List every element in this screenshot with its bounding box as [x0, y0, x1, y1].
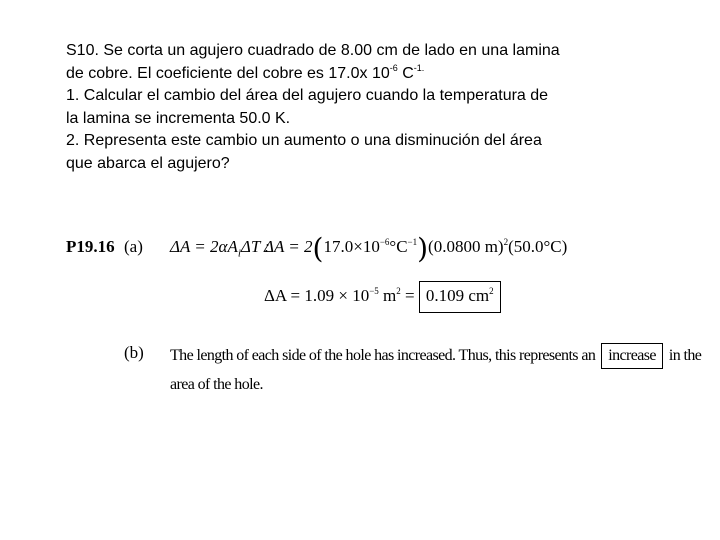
open-paren: (	[312, 232, 324, 265]
part-b-label: (b)	[124, 343, 144, 362]
formula-general: ΔA = 2αA	[170, 237, 238, 256]
square-exp: 2	[503, 237, 509, 247]
length-value: (0.0800 m)	[428, 237, 504, 256]
close-paren: )	[417, 232, 429, 265]
answer-line-1-pre: The length of each side of the hole has increased. Thus, this represents an	[170, 347, 596, 364]
boxed-word: increase	[601, 343, 663, 369]
boxed-result-value: 0.109 cm	[425, 286, 490, 305]
problem-line-2-text: de cobre. El coeficiente del cobre es 17.0x 10	[66, 64, 390, 82]
answer-line-2: area of the hole.	[170, 376, 263, 393]
result-eq: =	[400, 286, 419, 305]
formula-lhs: ΔA = 2	[264, 237, 313, 256]
part-a-label: (a)	[124, 237, 143, 256]
exp-neg6: −6	[379, 237, 390, 247]
problem-line-3: 1. Calcular el cambio del área del agujero cuando la temperatura de	[66, 87, 549, 104]
boxed-result	[419, 281, 501, 313]
times-sign: ×	[353, 237, 363, 256]
exp-neg5: −5	[369, 286, 379, 296]
exponent-neg1: -1.	[413, 62, 425, 73]
problem-line-5: 2. Representa este cambio un aumento o una disminución del área	[66, 132, 542, 149]
answer-line-1	[170, 343, 701, 369]
substituted-formula	[264, 232, 567, 265]
ten-base: 10	[362, 237, 380, 256]
result-unit: m	[378, 286, 397, 305]
coef-value: 17.0	[323, 237, 354, 256]
unit-c: °C	[389, 237, 408, 256]
general-formula	[170, 237, 270, 259]
formula-tail: ΔT :	[240, 237, 270, 256]
problem-line-6: que abarca el agujero?	[66, 154, 230, 172]
unit-celsius: C	[397, 64, 414, 82]
temp-value: (50.0°C)	[508, 237, 568, 256]
result-sq: 2	[396, 286, 401, 296]
formula-sub: i	[237, 247, 241, 260]
exponent-neg6: -6	[389, 62, 398, 73]
problem-line-1: S10. Se corta un agujero cuadrado de 8.00 cm de lado en una lamina	[66, 42, 560, 59]
problem-line-4: la lamina se incrementa 50.0 K.	[66, 109, 291, 127]
result-prefix: ΔA = 1.09 × 10	[264, 286, 370, 305]
boxed-result-sq: 2	[489, 286, 494, 296]
result-line	[264, 281, 501, 313]
solution-label: P19.16	[66, 237, 115, 256]
answer-line-1-post: in the	[668, 347, 702, 364]
exp-neg1: −1	[407, 237, 418, 247]
